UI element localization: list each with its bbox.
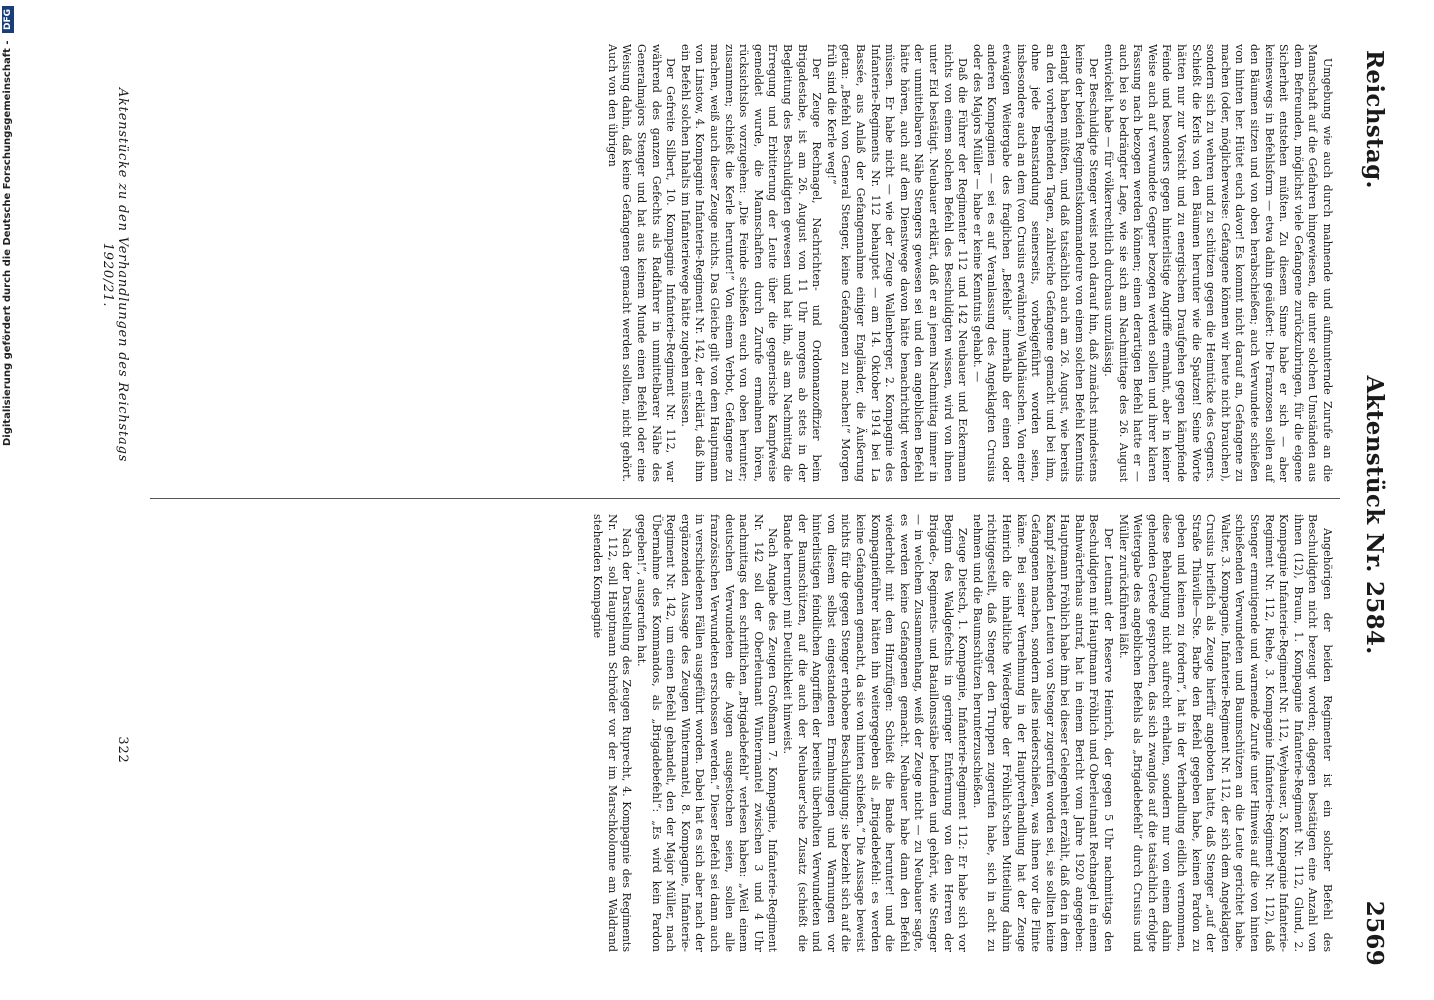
paragraph: Nach Angabe des Zeugen Großmann 7. Kompagnie, Infanterie-Regiment Nr. 142 soll der Oberleutnant Wintermantel zwischen 3 und 4 Uhr nachmittags den schriftlichen „Brigadebefehl“ verlesen haben: „Weil einem deutschen Verwundeten die Augen ausgestochen seien, sollen alle französischen Verwundeten erschossen werden.“ Dieser Befehl sei dann auch in verschiedenen Fällen ausgeführt worden. Dabei hat es sich aber nach der ergänzenden Aussage des Zeugen Wintermantel, 8. Kompagnie, Infanterie-Regiment Nr. 142, um einen Befehl gehandelt, den der Major Müller, nach Übernahme des Kommandos, als „Brigadebefehl“: „Es wird kein Pardon gegeben!“, ausgerufen hat.: [635, 514, 780, 952]
right-text-column: [590, 514, 1334, 952]
paragraph: Zeuge Dietsch, 1. Kompagnie, Infanterie-Regiment 112: Er habe sich vor Beginn des Waldgefechts in geringer Entfernung von den Herren der Brigade-, Regiments- und Bataillonsstäbe befunden und gehört, wie Stenger — in welchem Zusammenhang, weiß der Zeuge nicht — zu Neubauer sagte, es werden keine Gefangenen gemacht. Neubauer habe dann den Befehl wiederholt mit dem Hinzufügen: Schießt die Bande herunter! und die Kompagnieführer hätten ihn weitergegeben als „Brigadebefehl: es werden keine Gefangenen gemacht, da sie von hinten schießen.“ Die Aussage beweist nichts für die gegen Stenger erhobene Beschuldigung; sie bezieht sich auf die von diesem selbst eingestandenen Ermahnungen und Warnungen vor hinterlistigen feindlichen Angriffen der bereits überholten Verwundeten und der Baumschützen, auf die auch der Neubauer'sche Zusatz (schießt die Bande herunter) mit Deutlichkeit hinweist.: [781, 514, 970, 952]
rotated-document-page: [92, 40, 1392, 970]
footer-source: Aktenstücke zu den Verhandlungen des Reichstags 1920/21.: [100, 87, 130, 463]
paragraph: Daß die Führer der Regimenter 112 und 142 Neubauer und Eckermann nichts von einem solchen Befehl des Beschuldigten wissen, wird von ihnen unter Eid bestätigt. Neubauer erklärt, daß er an jenem Nachmittag immer in der unmittelbaren Nähe Stengers gewesen sei und den angeblichen Befehl hätte hören, auch auf dem Dienstwege davon hätte benachrichtigt werden müssen. Er habe nicht — wie der Zeuge Wallenberger, 2. Kompagnie des Infanterie-Regiments Nr. 112 behauptet — am 14. Oktober 1914 bei La Bassée, aus Anlaß der Gefangennahme einiger Engländer, die Äußerung getan: „Befehl von General Stenger, keine Gefangenen zu machen!“ Morgen früh sind die Kerle weg!“: [824, 44, 970, 482]
left-text-column: [604, 44, 1334, 482]
paragraph: Angehörigen der beiden Regimenter ist ein solcher Befehl des Beschuldigten nicht bezeugt worden; dagegen bestätigen eine Anzahl von ihnen (12), Braun, 1. Kompagnie Infanterie-Regiment Nr. 112, Glund, 2. Kompagnie Infanterie-Regiment Nr. 112, Weyhauser, 3. Kompagnie Infanterie-Regiment Nr. 112, Riehe, 3. Kompagnie Infanterie-Regiment Nr. 112), daß Stenger ermutigende und warnende Zurufe unter Hinweis auf die von hinten schießenden Verwundeten und Baumschützen an die Leute gerichtet habe. Walter, 3. Kompagnie, Infanterie-Regiment Nr. 112, der sich dem Angeklagten Crusius brieflich als Zeuge hierfür angeboten hatte, daß Stenger „auf der Straße Thiaville—Ste. Barbe den Befehl gegeben habe, keinen Pardon zu geben und keinen zu fordern“, hat in der Verhandlung eidlich vernommen, diese Behauptung nicht aufrecht erhalten, sondern nur von einem dahin gehenden Gerede gesprochen, das sich zwanglos auf die tatsächlich erfolgte Weitergabe des angeblichen Befehls als „Brigadebefehl“ durch Crusius und Müller zurückführen läßt.: [1116, 514, 1334, 952]
paragraph: Der Beschuldigte Stenger weist noch darauf hin, daß zunächst mindestens keine der beiden Regimentskommandeure von einem solchen Befehl Kenntnis erlangt haben müßten, und daß tatsächlich auch am 26. August, wie bereits an den vorhergehenden Tagen, zahlreiche Gefangene gemacht und bei ihm, ohne jede Beanstandung seinerseits, vorbeigeführt worden seien, insbesondere auch an dem (von Crusius erwähnten) Waldhäuschen. Von einer etwaigen Weitergabe des fraglichen „Befehls“ innerhalb der einen oder anderen Kompagnien — sei es auf Veranlassung des Angeklagten Crusius oder des Majors Müller — habe er keine Kenntnis gehabt. —: [970, 44, 1101, 482]
paragraph: Der Leutnant der Reserve Heinrich, der gegen 5 Uhr nachmittags den Beschuldigten mit Hauptmann Fröhlich und Oberleutnant Rechnagel in einem Bahnwärterhaus antraf, hat in einem Bericht vom Jahre 1920 angegeben: Hauptmann Fröhlich habe ihm bei dieser Gelegenheit erzählt, daß den in dem Kampf ziehenden Leuten von Stenger zugerufen worden sei, sie sollten keine Gefangenen machen, sondern alles niederschießen, was ihnen vor die Flinte käme. Bei seiner Vernehmung in der Hauptverhandlung hat der Zeuge Heinrich die inhaltliche Wiedergabe der Fröhlich'schen Mitteilung dahin richtiggestellt, daß Stenger den Truppen zugerufen habe, sich in acht zu nehmen und die Baumschützen herunterzuschießen.: [970, 514, 1116, 952]
paragraph: Der Zeuge Rechnagel, Nachrichten- und Ordonnanzoffizier beim Brigadestabe, ist am 26. August von 11 Uhr morgens ab stets in der Begleitung des Beschuldigten gewesen und hat ihn, als am Nachmittag die Erregung und Erbitterung der Leute über die gegnerische Kampfweise gemeldet wurde, die Mannschaften durch Zurufe ermahnen hören, rücksichtslos vorzugehen: „Die Feinde schießen euch von oben herunter; zusammen; schießt die Kerle herunter!“ Von einem Verbot, Gefangene zu machen, weiß auch dieser Zeuge nichts. Das Gleiche gilt von dem Hauptmann von Linstow, 4. Kompagnie Infanterie-Regiment Nr. 142, der erklärt, daß ihm ein Befehl solchen Inhalts im Infanteriewege hätte zugehen müssen.: [678, 44, 824, 482]
digitization-credit: [0, 0, 16, 1000]
digitization-credit-text: Digitalisierung gefördert durch die Deutsche Forschungsgemeinschaft -: [2, 40, 13, 447]
header-document-number: Aktenstück Nr. 2584.: [1361, 375, 1388, 655]
column-divider: [150, 498, 1340, 499]
paragraph: Nach der Darstellung des Zeugen Ruprecht, 4. Kompagnie des Regiments Nr. 112, soll Hauptmann Schröder vor der im Marschkolonne am Waldrand stehenden Kompagnie: [591, 514, 634, 952]
header-page-number: 2569: [1361, 900, 1388, 966]
header-publication: Reichstag.: [1361, 50, 1388, 189]
paragraph: Der Gefreite Silbert, 10. Kompagnie Infanterie-Regiment Nr. 112, war während des ganzen Gefechts als Radfahrer in unmittelbarer Nähe des Generalmajors Stenger und hat aus keinem Munde einen Befehl oder eine Weisung dahin, daß keine Gefangenen gemacht werden sollten, nicht gehört. Auch von den übrigen: [605, 44, 678, 482]
paragraph: Umgebung wie auch durch mahnende und aufmunternde Zurufe an die Mannschaft auf die Gefahren hingewiesen, die unter solchen Umständen aus dem Befreunden, möglichst viele Gefangene zurückzubringen, für die eigene Sicherheit entstehen müßten. Zu diesem Sinne habe er sich — aber keineswegs in Befehlsform — etwa dahin geäußert: Die Franzosen sollen auf den Bäumen sitzen und von oben herabschießen; auch Verwundete schießen von hinten her. Hütet euch davor! Es kommt nicht darauf an, Gefangene zu machen (oder, möglicherweise: Gefangene können wir heute nicht brauchen), sondern sich zu wehren und zu schützen gegen die Heimtücke des Gegners. Schießt die Kerls von den Bäumen herunter wie die Spatzen! Seine Worte hätten nur zur Vorsicht und zu energischem Draufgehen gegen kämpfende Feinde und besonders gegen hinterlistige Angriffe ermahnt, aber in keiner Weise auch auf verwundete Gegner bezogen werden sollen und ihrer klaren Fassung nach bezogen werden können; einen derartigen Befehl hatte er — auch bei so bedrängter Lage, wie sie sich am Nachmittage des 26. August entwickelt habe — für völkerrechtlich durchaus unzulässig.: [1102, 44, 1334, 482]
dfg-logo: DFG: [2, 6, 14, 33]
footer-sheet-number: 322: [115, 736, 130, 764]
page-header: [1352, 40, 1392, 970]
